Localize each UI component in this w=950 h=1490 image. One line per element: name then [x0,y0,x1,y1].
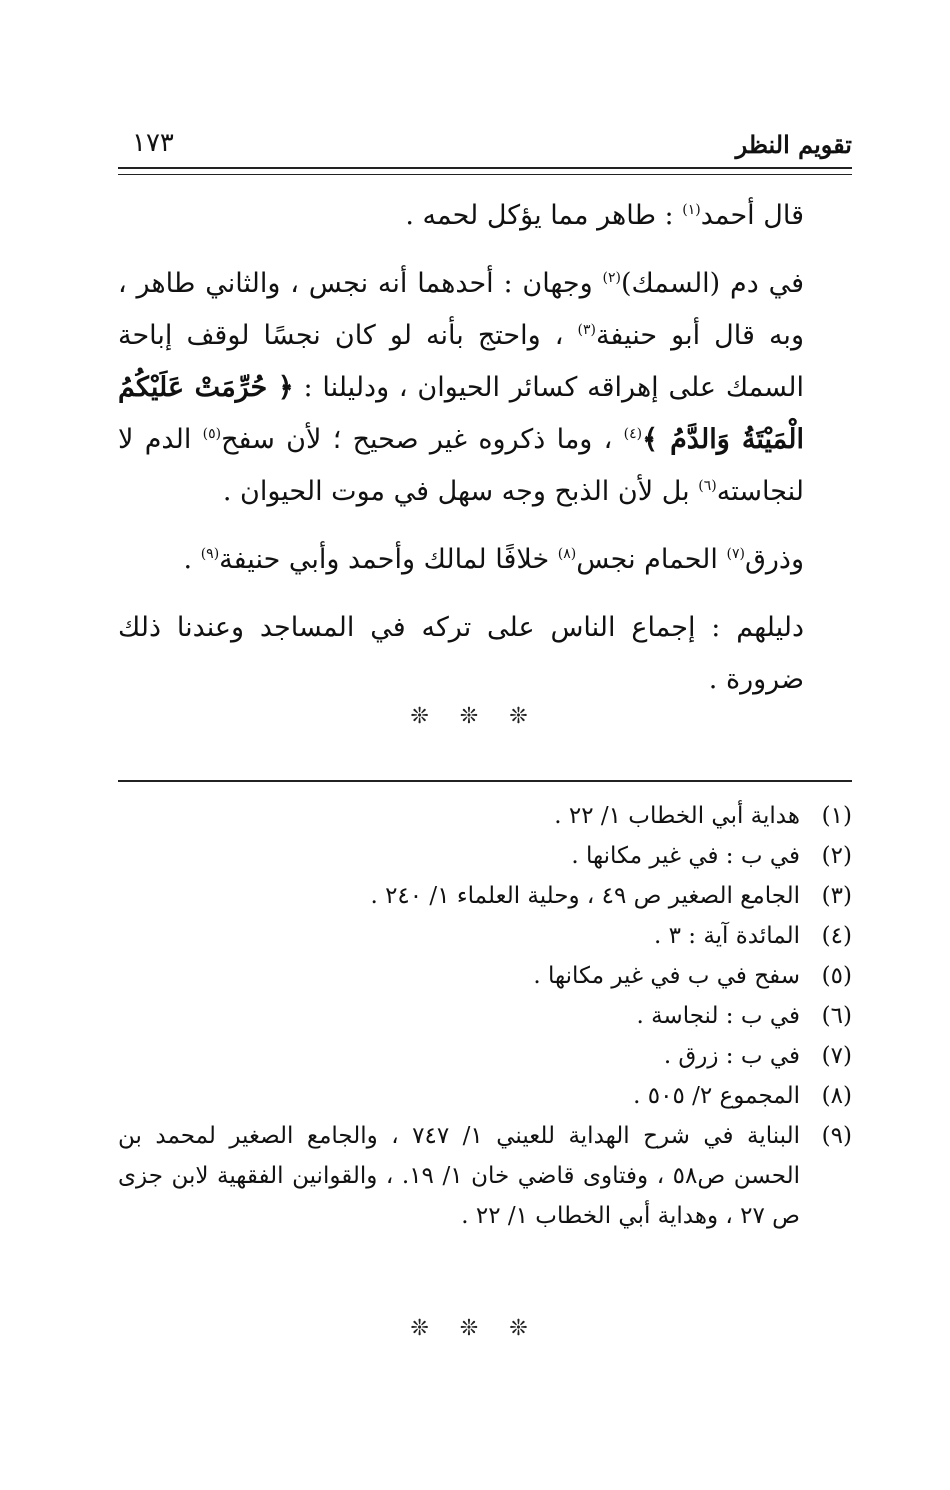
text-run: وذرق [744,544,804,575]
footnote-item [118,956,852,996]
footnote-number: (٤) [821,923,852,949]
footnote-ref: (٨) [557,546,577,562]
page-header [118,118,852,174]
text-run: : طاهر مما يؤكل لحمه . [405,200,683,231]
quran-verse: ﴿ حُرِّمَتْ عَلَيْكُمُ الْمَيْتَةُ وَالدَّمُ ﴾ [118,372,804,455]
footnote-item [118,796,852,836]
footnote-ref: (١) [682,202,701,218]
footnote-text: في ب : في غير مكانها . [571,843,800,869]
running-title: تقويم النظر [735,130,852,159]
footnotes-section [118,796,852,1236]
footnote-text: هداية أبي الخطاب ١/ ٢٢ . [554,803,800,829]
footnote-text: سفح في ب في غير مكانها . [533,963,800,989]
header-rule-thin [118,174,852,175]
footnote-ref: (٧) [726,546,745,562]
page-number: ١٧٣ [132,128,174,158]
footnote-text: المجموع ٢/ ٥٠٥ . [633,1083,800,1109]
footnote-ref: (٦) [698,478,717,494]
footnote-item [118,1036,852,1076]
footnote-item [118,1076,852,1116]
footnote-item [118,1116,852,1236]
footnote-item [118,916,852,956]
footnote-number: (٣) [821,883,852,909]
footnote-text: الجامع الصغير ص ٤٩ ، وحلية العلماء ١/ ٢٤٠ . [370,883,800,909]
text-run: خلافًا لمالك وأحمد وأبي حنيفة [219,544,558,575]
footnote-item [118,876,852,916]
header-rule-thick [118,167,852,169]
footnote-text: المائدة آية : ٣ . [653,923,800,949]
footnote-number: (١) [821,803,852,829]
footnote-number: (٥) [821,963,852,989]
footnote-number: (٦) [821,1003,852,1029]
paragraph-2 [118,258,852,518]
footnote-number: (٢) [821,843,852,869]
end-separator: ❊ ❊ ❊ [410,1316,540,1341]
text-run: وجهان : أحدهما أنه نجس ، والثاني طاهر ، وبه قال أبو حنيفة [118,268,804,351]
text-run: بل لأن الذبح وجه سهل في موت الحيوان . [222,476,699,507]
footnote-ref: (٥) [202,426,222,442]
footnote-ref: (٩) [200,546,220,562]
paragraph-4: دليلهم : إجماع الناس على تركه في المساجد وعندنا ذلك ضرورة . [118,612,804,695]
main-text [118,190,852,706]
text-run: في دم (السمك) [620,268,804,299]
section-separator: ❊ ❊ ❊ [410,704,540,729]
footnote-number: (٩) [821,1123,852,1149]
paragraph-1 [118,190,852,242]
text-run: ، وما ذكروه غير صحيح ؛ لأن سفح [221,424,624,455]
paragraph-3 [118,534,852,586]
footnote-item [118,996,852,1036]
footnote-item [118,836,852,876]
footnote-text: في ب : زرق . [663,1043,800,1069]
footnote-ref: (٣) [577,322,596,338]
footnote-text: البناية في شرح الهداية للعيني ١/ ٧٤٧ ، والجامع الصغير لمحمد بن الحسن ص٥٨ ، وفتاوى قاضي خان ١/ ١٩. ، والقوانين الفقهية لابن جزى ص ٢٧ ، وهداية أبي الخطاب ١/ ٢٢ . [118,1123,801,1229]
footnote-ref: (٢) [602,270,621,286]
text-run: الحمام نجس [576,544,727,575]
text-run: الدم لا لنجاسته [118,424,804,507]
footnote-text: في ب : لنجاسة . [636,1003,800,1029]
footnote-ref: (٤) [623,426,643,442]
footnote-number: (٨) [821,1083,852,1109]
footnote-number: (٧) [821,1043,852,1069]
text-run: قال أحمد [700,200,804,231]
text-run: ، واحتج بأنه لو كان نجسًا لوقف إباحة السمك على إهراقه كسائر الحيوان ، ودليلنا : [118,320,804,403]
text-run: . [183,544,201,575]
footnote-rule [118,780,852,782]
